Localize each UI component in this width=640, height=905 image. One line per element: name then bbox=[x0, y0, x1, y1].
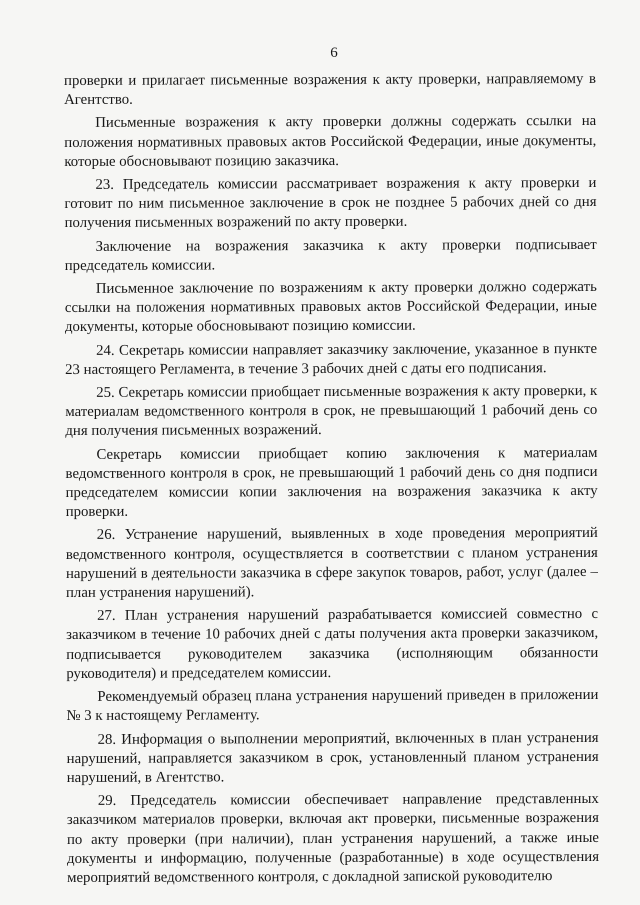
paragraph-recommended-sample: Рекомендуемый образец плана устранения нарушений приведен в приложении № 3 к настоящему Регламенту. bbox=[66, 687, 599, 725]
paragraph-24: 24. Секретарь комиссии направляет заказчику заключение, указанное в пункте 23 настоящего Регламента, в течение 3 рабочих дней с даты его подписания. bbox=[65, 340, 598, 378]
paragraph-secretary-attaches-copy: Секретарь комиссии приобщает копию заключения к материалам ведомственного контроля в срок, не превышающий 1 рабочий день со дня подписи председателем комиссии копии заключения на возражения заказчика к акту проверки. bbox=[65, 444, 598, 521]
paragraph-continuation: проверки и прилагает письменные возражения к акту проверки, направляемому в Агентство. bbox=[64, 70, 597, 109]
paragraph-conclusion-signature: Заключение на возражения заказчика к акту проверки подписывает председатель комиссии. bbox=[64, 236, 597, 274]
paragraph-28: 28. Информация о выполнении мероприятий, включенных в план устранения нарушений, направляется заказчиком в срок, установленный планом устранения нарушений, в Агентство. bbox=[66, 729, 599, 786]
paragraph-25: 25. Секретарь комиссии приобщает письменные возражения к акту проверки, к материалам ведомственного контроля в срок, не превышающий 1 рабочий день со дня получения письменных возражений. bbox=[65, 383, 598, 440]
page-number: 6 bbox=[330, 45, 338, 61]
paragraph-objections-requirements: Письменные возражения к акту проверки должны содержать ссылки на положения нормативных правовых актов Российской Федерации, иные документы, которые обосновывают позицию заказчика. bbox=[64, 113, 597, 170]
document-body bbox=[64, 70, 599, 888]
paragraph-23: 23. Председатель комиссии рассматривает возражения к акту проверки и готовит по ним письменное заключение в срок не позднее 5 рабочих дней со дня получения письменных возражений по акту проверки. bbox=[64, 174, 597, 232]
paragraph-29: 29. Председатель комиссии обеспечивает направление представленных заказчиком материалов проверки, включая акт проверки, письменные возражения по акту проверки (при наличии), план устранения нарушений, а также иные документы и информацию, полученные (разработанные) в ходе осуществления мероприятий ведомственного контроля, с докладной запиской руководителю bbox=[66, 791, 600, 886]
paragraph-conclusion-requirements: Письменное заключение по возражениям к акту проверки должно содержать ссылки на положения нормативных правовых актов Российской Федерации, иные документы, которые обосновывают позицию комиссии. bbox=[64, 278, 597, 336]
paragraph-26: 26. Устранение нарушений, выявленных в ходе проведения мероприятий ведомственного контроля, осуществляется в соответствии с планом устранения нарушений в деятельности заказчика в сфере закупок товаров, работ, услуг (далее – план устранения нарушений). bbox=[65, 525, 598, 602]
paragraph-27: 27. План устранения нарушений разрабатывается комиссией совместно с заказчиком в течение 10 рабочих дней с даты получения акта проверки заказчиком, подписывается руководителем заказчика (исполняющим обязанности руководителя) и председателем комиссии. bbox=[66, 606, 599, 682]
